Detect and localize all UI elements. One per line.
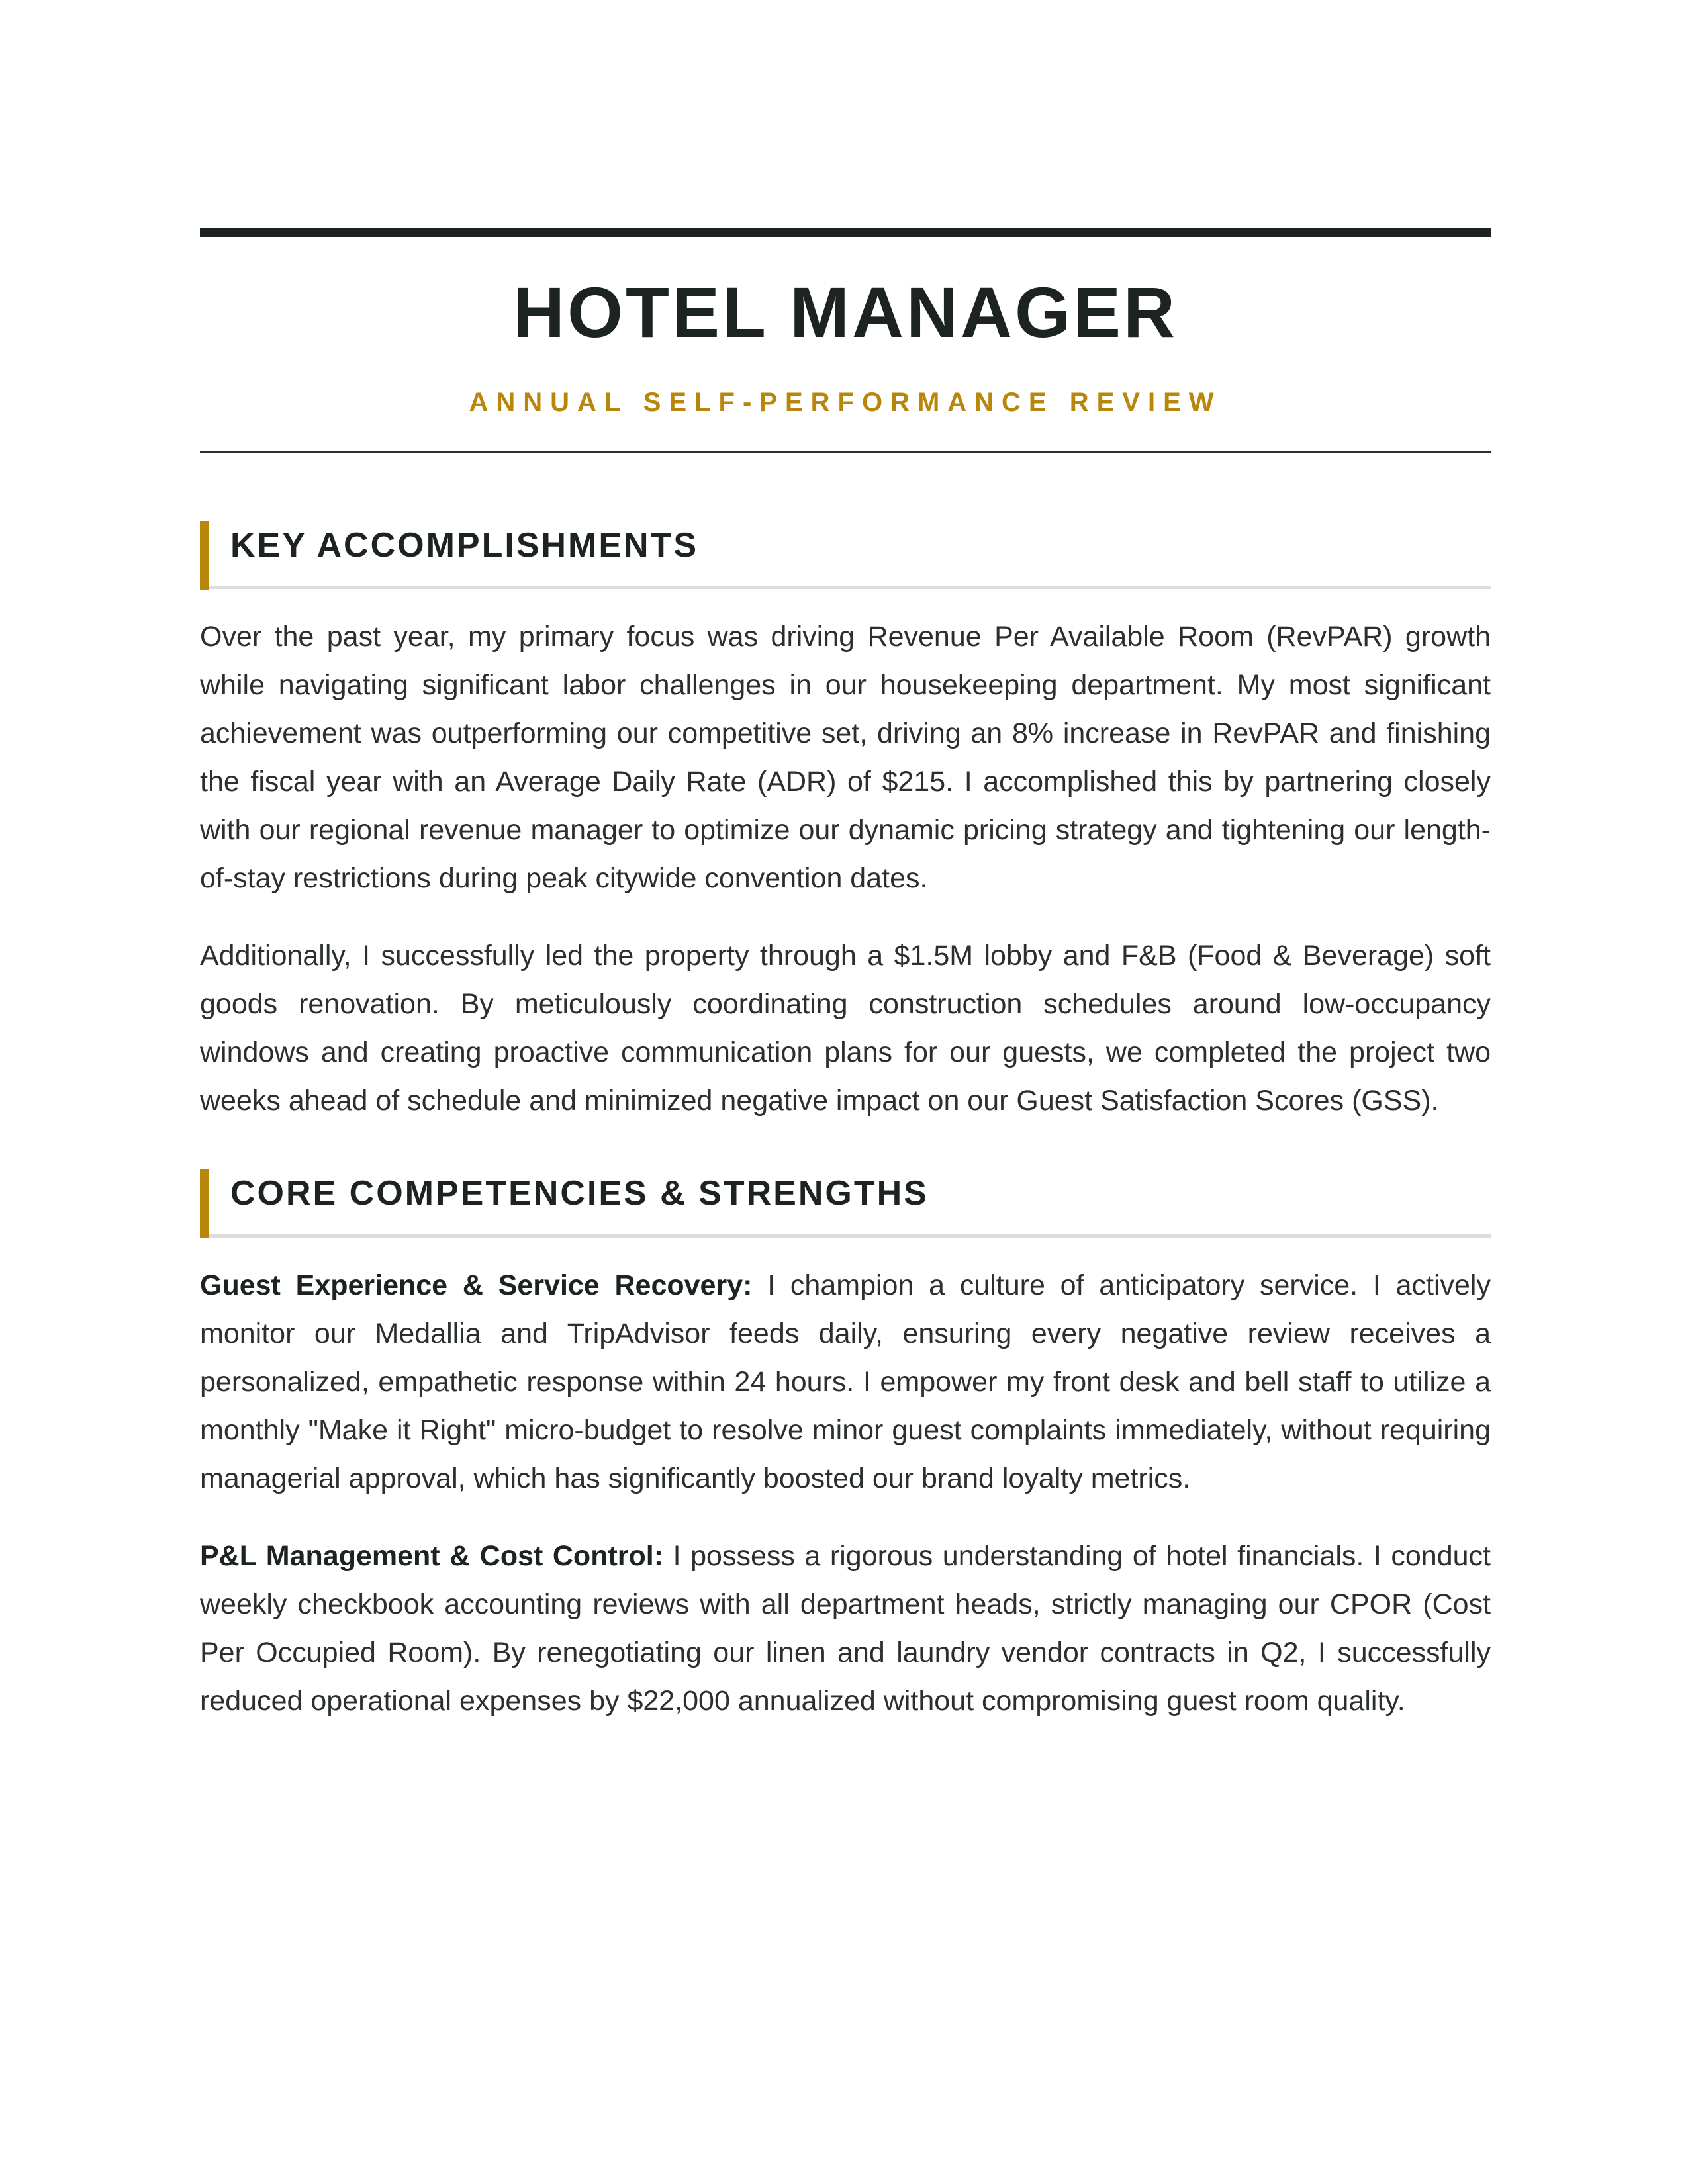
competency-guest-experience: [200, 1261, 1491, 1503]
paragraph-text: Over the past year, my primary focus was driving Revenue Per Available Room (RevPAR) growth while navigating significant labor challenges in our housekeeping department. My most significant achievement was outperforming our competitive set, driving an 8% increase in RevPAR and finishing the fiscal year with an Average Daily Rate (ADR) of $215. I accomplished this by partnering closely with our regional revenue manager to optimize our dynamic pricing strategy and tightening our length-of-stay restrictions during peak citywide convention dates.: [200, 621, 1491, 895]
competency-lead: Guest Experience & Service Recovery:: [200, 1269, 753, 1301]
section-heading: CORE COMPETENCIES & STRENGTHS: [230, 1174, 929, 1213]
accomplishments-paragraph-2: [200, 932, 1491, 1125]
document-subtitle: ANNUAL SELF-PERFORMANCE REVIEW: [469, 388, 1222, 417]
competency-pl-management: [200, 1532, 1491, 1725]
section-accent-bar: [200, 521, 209, 590]
section-accent-bar: [200, 1169, 209, 1238]
top-rule: [200, 228, 1491, 237]
accomplishments-paragraph-1: [200, 613, 1491, 903]
section-header-core-competencies: [200, 1173, 1491, 1237]
competency-lead: P&L Management & Cost Control:: [200, 1539, 664, 1572]
paragraph-text: I possess a rigorous understanding of hotel financials. I conduct weekly checkbook accounting reviews with all department heads, strictly managing our CPOR (Cost Per Occupied Room). By renegotiating our linen and laundry vendor contracts in Q2, I successfully reduced operational expenses by $22,000 annualized without compromising guest room quality.: [200, 1539, 1491, 1717]
paragraph-text: I champion a culture of anticipatory service. I actively monitor our Medallia and TripAdvisor feeds daily, ensuring every negative review receives a personalized, empathetic response within 24 hours. I empower my front desk and bell staff to utilize a monthly "Make it Right" micro-budget to resolve minor guest complaints immediately, without requiring managerial approval, which has significantly boosted our brand loyalty metrics.: [200, 1269, 1491, 1494]
header-divider: [200, 451, 1491, 453]
section-header-key-accomplishments: [200, 525, 1491, 589]
paragraph-text: Additionally, I successfully led the property through a $1.5M lobby and F&B (Food & Beverage) soft goods renovation. By meticulously coordinating construction schedules around low-occupancy windows and creating proactive communication plans for our guests, we completed the project two weeks ahead of schedule and minimized negative impact on our Guest Satisfaction Scores (GSS).: [200, 940, 1491, 1117]
document-title: HOTEL MANAGER: [512, 272, 1178, 352]
review-document: [200, 228, 1491, 1725]
section-heading: KEY ACCOMPLISHMENTS: [230, 526, 699, 565]
